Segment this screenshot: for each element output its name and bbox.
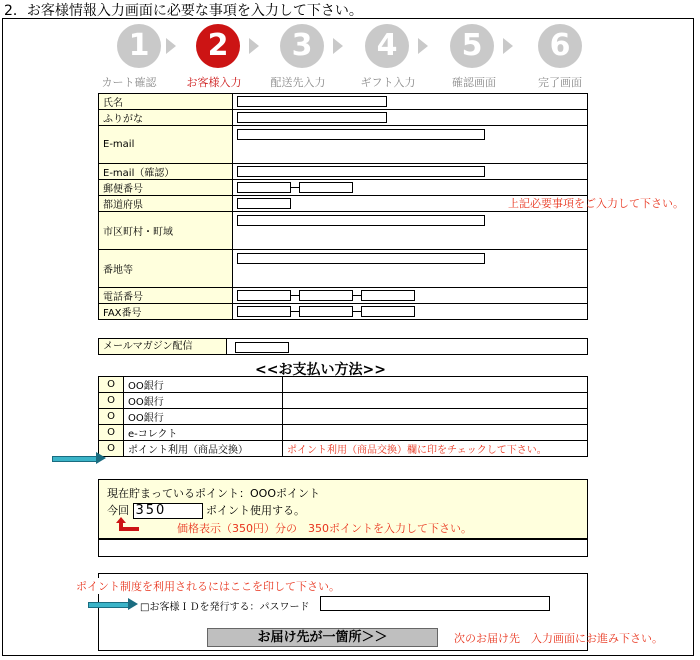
- address-label: 番地等: [99, 250, 233, 288]
- payment-title: <<お支払い方法>>: [255, 362, 386, 378]
- magazine-label: メールマガジン配信: [99, 339, 227, 354]
- step-arrow-icon: [418, 38, 428, 54]
- address-field[interactable]: [237, 253, 485, 264]
- step-label: ギフト入力: [360, 76, 416, 89]
- step-5-icon: 5: [450, 24, 494, 68]
- step-2-icon: 2: [196, 24, 240, 68]
- payment-option: OO銀行: [124, 409, 283, 425]
- fax-field-1[interactable]: [237, 306, 291, 317]
- name-label: 氏名: [99, 94, 233, 110]
- password-field[interactable]: [320, 596, 550, 611]
- payment-option: OO銀行: [124, 377, 283, 393]
- issue-id-checkbox[interactable]: □お客様ＩＤを発行する：パスワード: [140, 602, 310, 613]
- step-1-icon: 1: [117, 24, 161, 68]
- zip-label: 郵便番号: [99, 180, 233, 196]
- zip-field-1[interactable]: [237, 182, 291, 193]
- magazine-field[interactable]: [235, 342, 289, 353]
- pref-field[interactable]: [237, 198, 291, 209]
- email-label: E-mail: [99, 126, 233, 164]
- points-hint: 価格表示（350円）分の 350ポイントを入力して下さい。: [177, 522, 472, 535]
- step-label-active: お客様入力: [186, 76, 242, 89]
- furigana-label: ふりがな: [99, 110, 233, 126]
- hint-arrowhead-icon: [116, 517, 126, 523]
- step-arrow-icon: [249, 38, 259, 54]
- fax-field-3[interactable]: [361, 306, 415, 317]
- zip-field-2[interactable]: [299, 182, 353, 193]
- payment-table: [98, 376, 588, 457]
- payment-radio-point[interactable]: O: [99, 441, 124, 457]
- magazine-row: [98, 338, 588, 355]
- pointer-arrow-icon: [52, 456, 98, 462]
- pref-label: 都道府県: [99, 196, 233, 212]
- step-label: カート確認: [101, 76, 157, 89]
- use-points-row: [107, 502, 305, 519]
- step-6-icon: 6: [538, 24, 582, 68]
- tel-field-3[interactable]: [361, 290, 415, 301]
- payment-radio[interactable]: O: [99, 377, 124, 393]
- submit-button[interactable]: お届け先が一箇所＞＞: [207, 628, 438, 647]
- step-label: 配送先入力: [270, 76, 326, 89]
- use-points-prefix: 今回: [107, 504, 129, 517]
- point-note: ポイント利用（商品交換）欄に印をチェックして下さい。: [283, 441, 588, 457]
- pointer-arrowhead-icon: [96, 452, 106, 464]
- use-points-input[interactable]: 350: [133, 503, 203, 519]
- payment-option-point: ポイント利用（商品交換）: [124, 441, 283, 457]
- page-heading: 2．お客様情報入力画面に必要な事項を入力して下さい。: [4, 3, 363, 19]
- use-points-suffix: ポイント使用する。: [206, 504, 305, 517]
- email-field[interactable]: [237, 129, 485, 140]
- fax-field-2[interactable]: [299, 306, 353, 317]
- required-note: 上記必要事項をご入力して下さい。: [508, 197, 684, 210]
- hint-arrow-icon: [119, 522, 139, 531]
- city-label: 市区町村・町域: [99, 212, 233, 250]
- pointer-arrow-icon: [88, 602, 130, 608]
- city-field[interactable]: [237, 215, 485, 226]
- fax-label: FAX番号: [99, 304, 233, 320]
- payment-option: OO銀行: [124, 393, 283, 409]
- payment-radio[interactable]: O: [99, 409, 124, 425]
- payment-option: e-コレクト: [124, 425, 283, 441]
- pointer-arrowhead-icon: [128, 598, 138, 610]
- email-confirm-label: E-mail（確認）: [99, 164, 233, 180]
- tel-label: 電話番号: [99, 288, 233, 304]
- step-3-icon: 3: [280, 24, 324, 68]
- current-points: 現在貯まっているポイント：OOOポイント: [107, 487, 320, 500]
- payment-radio[interactable]: O: [99, 393, 124, 409]
- name-field[interactable]: [237, 96, 387, 107]
- next-note: 次のお届け先 入力画面にお進み下さい。: [454, 632, 663, 645]
- step-label: 確認画面: [452, 76, 496, 89]
- step-arrow-icon: [503, 38, 513, 54]
- email-confirm-field[interactable]: [237, 166, 485, 177]
- step-arrow-icon: [166, 38, 176, 54]
- step-arrow-icon: [333, 38, 343, 54]
- tel-field-1[interactable]: [237, 290, 291, 301]
- payment-radio[interactable]: O: [99, 425, 124, 441]
- tel-field-2[interactable]: [299, 290, 353, 301]
- step-4-icon: 4: [365, 24, 409, 68]
- points-box: [98, 479, 588, 557]
- furigana-field[interactable]: [237, 112, 387, 123]
- step-label: 完了画面: [538, 76, 582, 89]
- account-note: ポイント制度を利用されるにはここを印して下さい。: [76, 580, 340, 593]
